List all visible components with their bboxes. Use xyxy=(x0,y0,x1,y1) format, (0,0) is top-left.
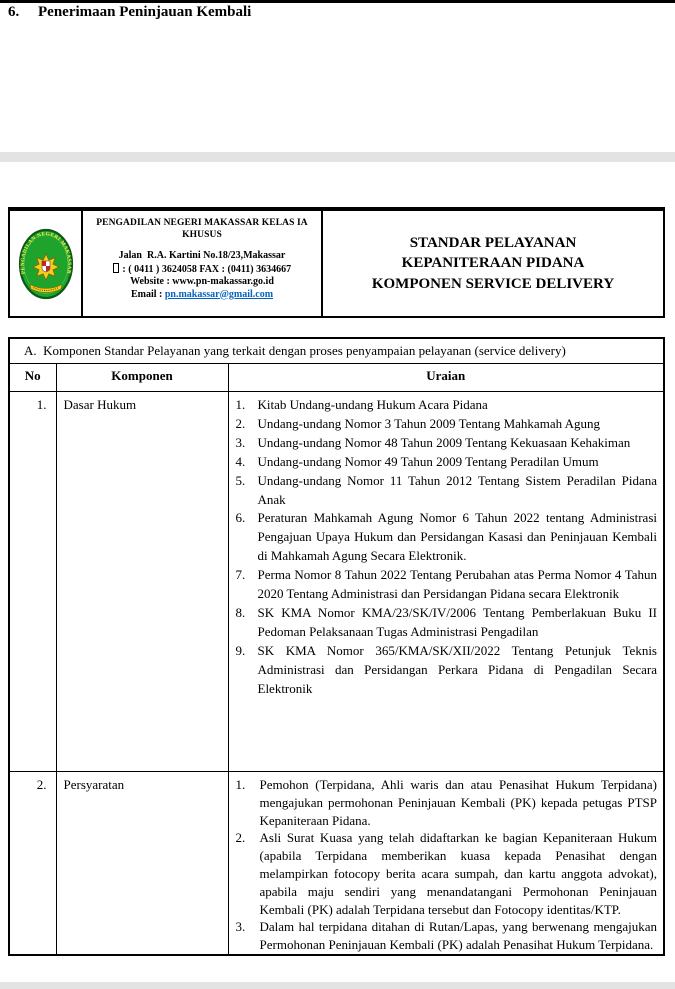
column-header-uraian: Uraian xyxy=(228,364,664,392)
uraian-list-item xyxy=(229,509,660,566)
uraian-list-item xyxy=(229,472,660,510)
column-header-komponen: Komponen xyxy=(56,364,228,392)
table-row-persyaratan xyxy=(9,772,664,955)
uraian-list-item xyxy=(229,829,660,918)
website-line: Website : www.pn-makassar.go.id xyxy=(130,276,274,287)
column-header-no: No xyxy=(9,364,56,392)
list-item-text: SK KMA Nomor KMA/23/SK/IV/2006 Tentang Pemberlakuan Buku II Pedoman Pelaksanaan Tugas Administrasi Pengadilan xyxy=(257,604,657,639)
list-item-text: Dalam hal terpidana ditahan di Rutan/Lapas, yang berwenang mengajukan Permohonan Peninjauan Kembali (PK) adalah Penasihat Hukum Terpidana. xyxy=(259,919,657,953)
list-item-number: 6. xyxy=(235,510,246,526)
list-item-number: 8. xyxy=(235,604,246,620)
uraian-cell xyxy=(228,392,664,772)
court-seal-logo xyxy=(18,227,74,301)
uraian-list-item xyxy=(229,396,660,415)
uraian-list-item xyxy=(229,434,660,453)
phone-icon xyxy=(113,263,119,273)
section-number: 6. xyxy=(8,4,20,20)
list-item-text: Undang-undang Nomor 3 Tahun 2009 Tentang Mahkamah Agung xyxy=(257,415,601,431)
komponen-label: Persyaratan xyxy=(56,772,228,955)
document-title-cell xyxy=(323,211,663,316)
document-title-line2: KEPANITERAAN PIDANA xyxy=(401,255,585,272)
page-separator-bottom xyxy=(0,982,675,989)
court-address: Jalan R.A. Kartini No.18/23,Makassar xyxy=(118,250,286,261)
uraian-list-item xyxy=(229,415,660,434)
list-item-number: 1. xyxy=(235,397,246,412)
uraian-list-item xyxy=(229,604,660,642)
list-item-text: Undang-undang Nomor 49 Tahun 2009 Tentang Peradilan Umum xyxy=(257,453,599,469)
list-item-text: Perma Nomor 8 Tahun 2022 Tentang Perubahan atas Perma Nomor 4 Tahun 2020 Tentang Administrasi dan Persidangan Pidana secara Elektronik xyxy=(257,567,657,602)
row-number: 1. xyxy=(9,392,56,772)
email-line xyxy=(83,289,321,302)
list-item-number: 7. xyxy=(235,567,246,583)
list-item-number: 1. xyxy=(235,777,246,792)
page-separator-top xyxy=(0,152,675,162)
persyaratan-list xyxy=(229,776,660,954)
list-item-number: 4. xyxy=(235,453,246,469)
table-row-dasar-hukum xyxy=(9,392,664,772)
section-heading xyxy=(8,4,251,21)
row-number: 2. xyxy=(9,772,56,955)
document-title-line1: STANDAR PELAYANAN xyxy=(409,234,577,251)
uraian-list-item xyxy=(229,776,660,829)
list-item-text: Pemohon (Terpidana, Ahli waris dan atau Penasihat Hukum Terpidana) mengajukan permohonan Peninjauan Kembali (PK) kepada petugas PTSP Kepaniteraan Pidana. xyxy=(259,777,657,828)
court-name-line1: PENGADILAN NEGERI MAKASSAR KELAS IA xyxy=(96,218,308,228)
phone-line: : ( 0411 ) 3624058 FAX : (0411) 3634667 xyxy=(83,263,321,277)
logo-arc-text: PENGADILAN NEGERI MAKASSAR xyxy=(19,230,72,275)
uraian-list-item xyxy=(229,918,660,954)
list-item-number: 2. xyxy=(235,830,246,846)
komponen-label: Dasar Hukum xyxy=(56,392,228,772)
list-item-text: Undang-undang Nomor 48 Tahun 2009 Tentang Kekuasaan Kehakiman xyxy=(257,434,631,450)
letterhead-table xyxy=(8,207,665,318)
list-item-text: SK KMA Nomor 365/KMA/SK/XII/2022 Tentang Petunjuk Teknis Administrasi dan Persidangan Perkara Pidana di Pengadilan Secara Elektronik xyxy=(257,642,657,696)
document-title-line3: KOMPONEN SERVICE DELIVERY xyxy=(371,275,615,292)
list-item-number: 9. xyxy=(235,642,246,658)
list-item-text: Kitab Undang-undang Hukum Acara Pidana xyxy=(257,397,488,412)
court-contact-cell xyxy=(81,211,323,316)
email-link[interactable]: pn.makassar@gmail.com xyxy=(164,288,274,300)
list-item-text: Peraturan Mahkamah Agung Nomor 6 Tahun 2022 tentang Administrasi Pengajuan Upaya Hukum dan Persidangan Kasasi dan Peninjauan Kembali di Mahkamah Agung Secara Elektronik. xyxy=(257,510,657,564)
previous-table-bottom-border xyxy=(0,0,675,3)
list-item-number: 5. xyxy=(235,472,246,488)
uraian-cell xyxy=(228,772,664,955)
list-item-number: 3. xyxy=(235,434,246,450)
list-item-text: Undang-undang Nomor 11 Tahun 2012 Tentang Sistem Peradilan Pidana Anak xyxy=(257,472,657,507)
uraian-list-item xyxy=(229,642,660,699)
list-item-text: Asli Surat Kuasa yang telah didaftarkan ke bagian Kepaniteraan Hukum (apabila Terpidana memberikan kuasa kepada Penasihat dengan melampirkan fotocopy berita acara sumpah, dan kartu anggota advokat), apabila maju sendiri yang menandatangani Permohonan Peninjauan Kembali (PK) adalah Terpidana tersebut dan Fotocopy identitas/KTP. xyxy=(259,830,657,917)
uraian-list-item xyxy=(229,453,660,472)
list-item-number: 2. xyxy=(235,415,246,431)
uraian-list-item xyxy=(229,566,660,604)
section-title: Penerimaan Peninjauan Kembali xyxy=(38,4,252,20)
service-standard-table xyxy=(8,337,665,956)
email-label: Email : xyxy=(130,288,165,300)
court-name-line2: KHUSUS xyxy=(182,229,222,240)
table-section-heading: A. Komponen Standar Pelayanan yang terkait dengan proses penyampaian pelayanan (service delivery) xyxy=(9,338,664,364)
dasar-hukum-list xyxy=(229,396,660,699)
list-item-number: 3. xyxy=(235,919,246,935)
court-seal-cell xyxy=(10,211,81,316)
